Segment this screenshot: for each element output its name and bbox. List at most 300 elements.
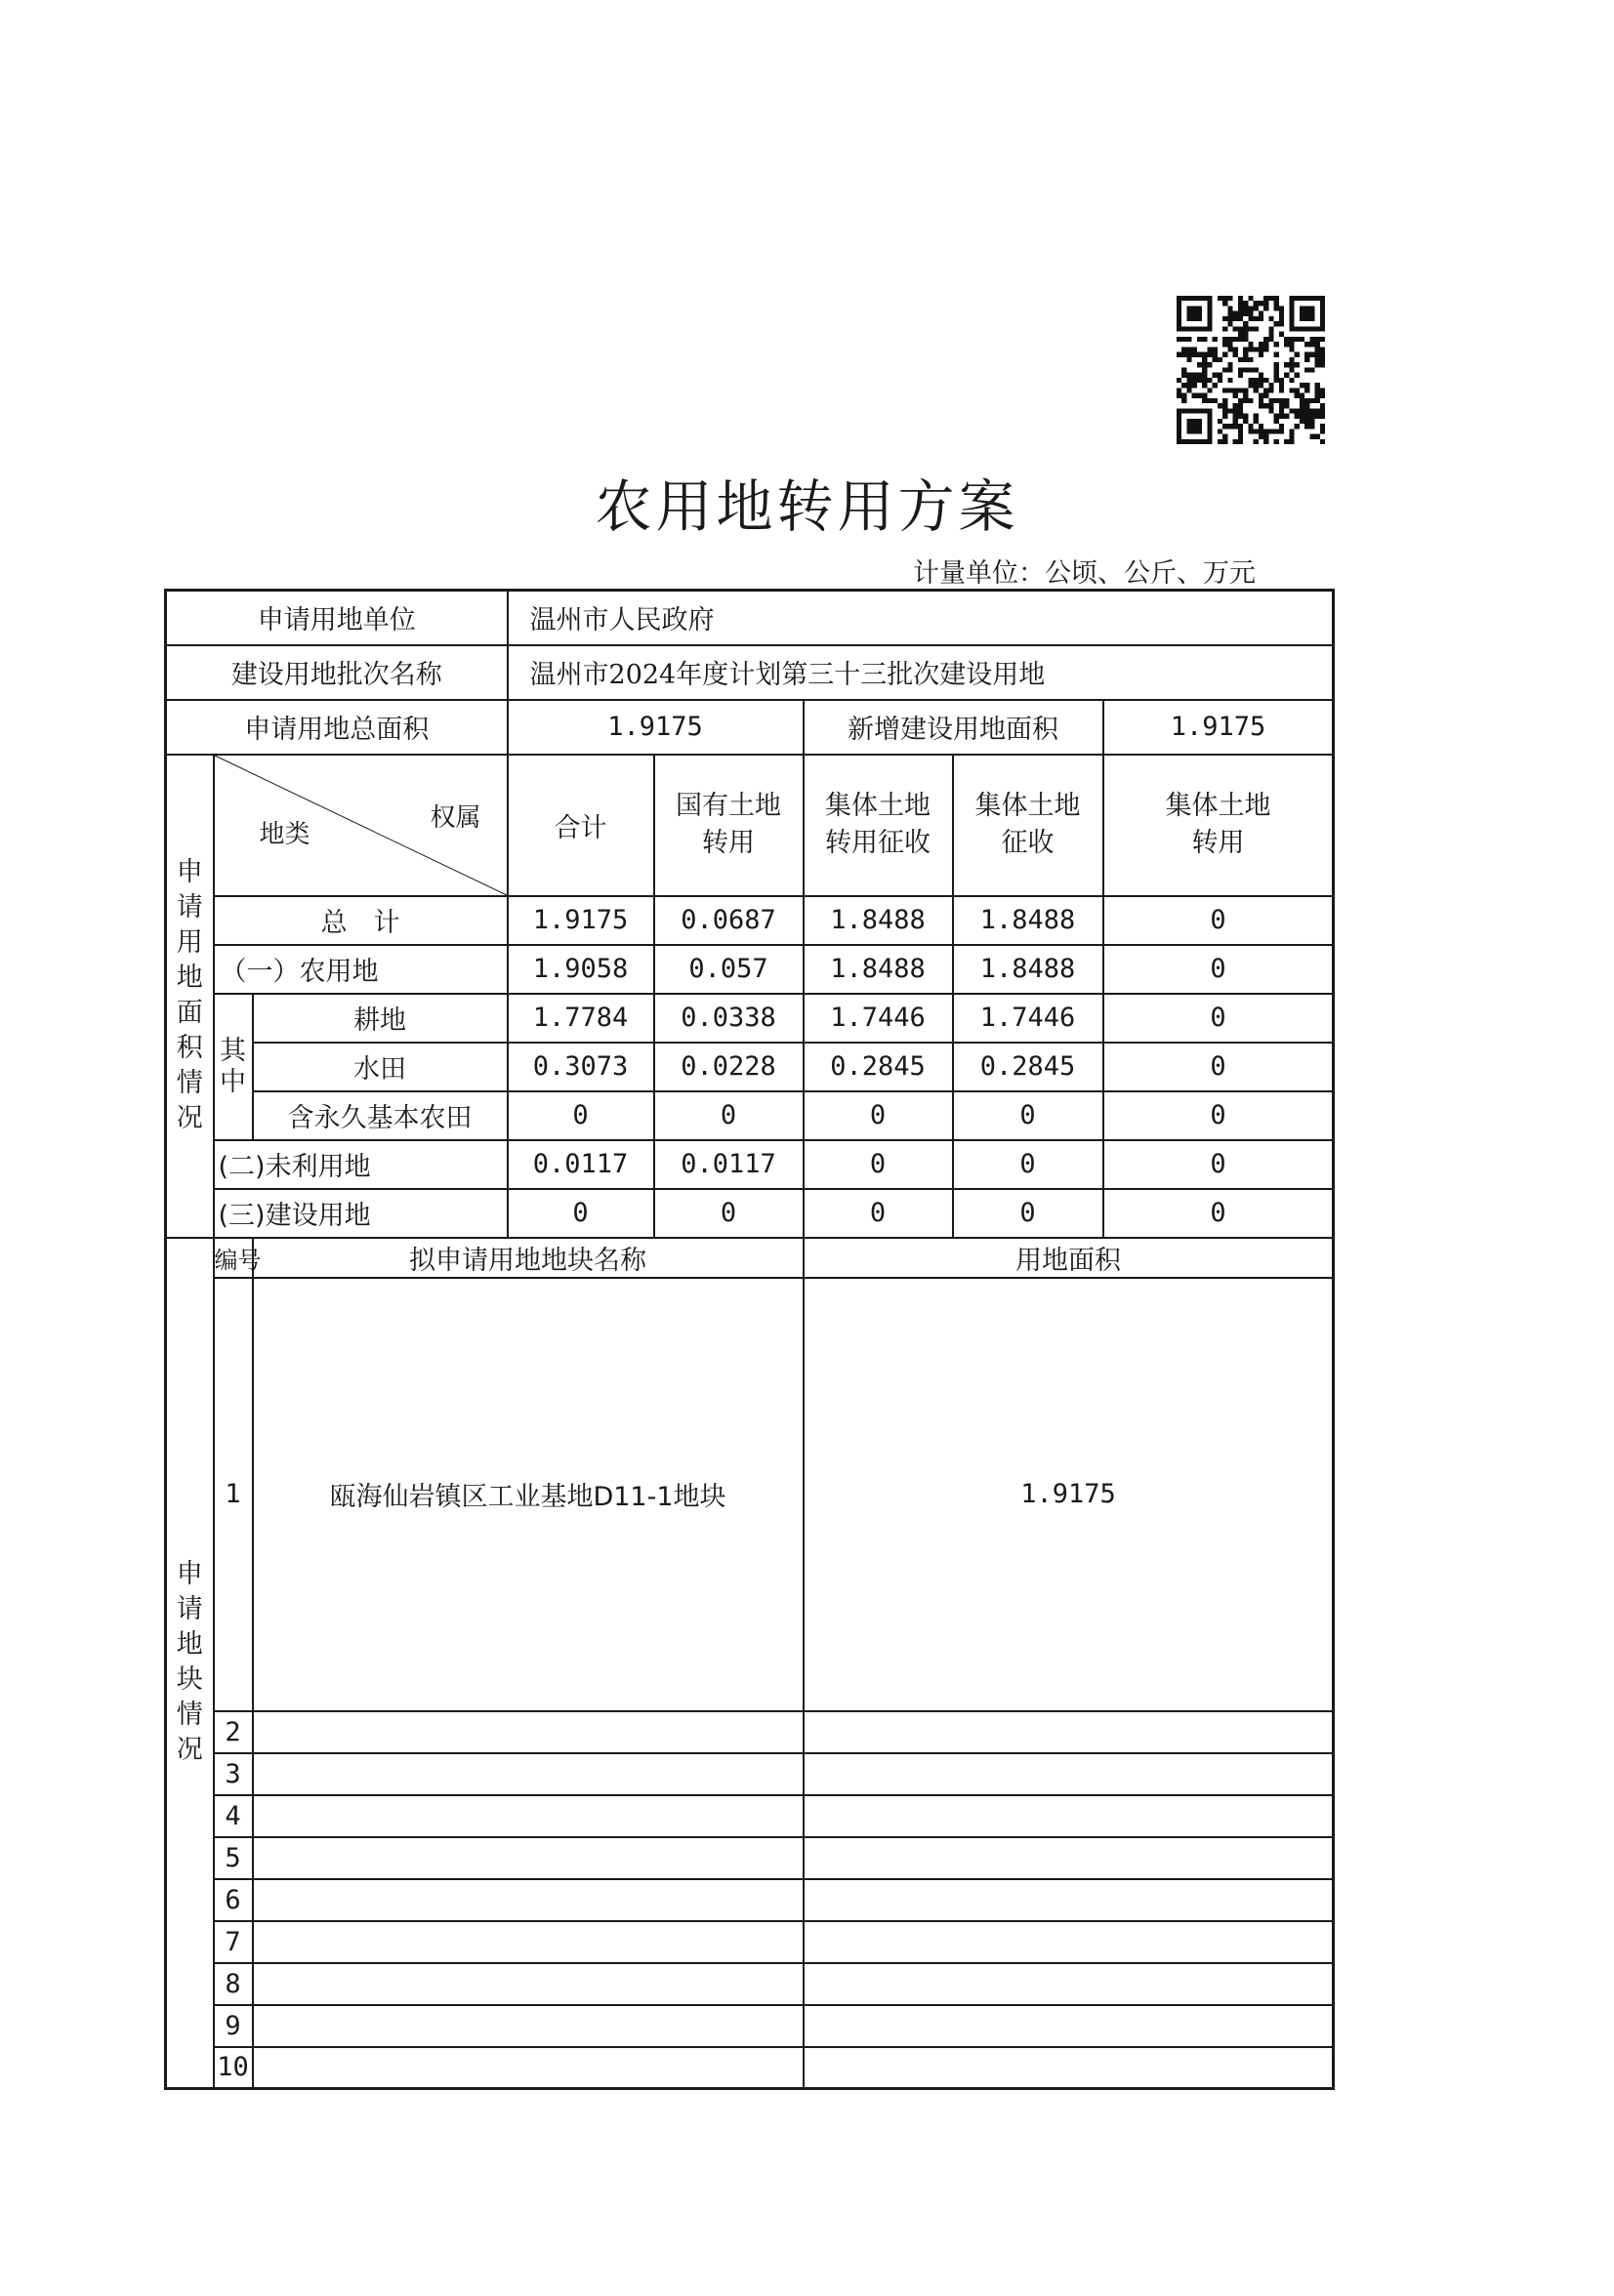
qr-module — [1248, 316, 1253, 321]
qr-module — [1320, 424, 1325, 429]
qr-module — [1222, 388, 1227, 392]
qr-module — [1181, 347, 1186, 351]
qr-module — [1197, 311, 1202, 316]
qr-module — [1295, 337, 1300, 342]
qr-module — [1300, 316, 1304, 321]
qr-module — [1218, 373, 1222, 378]
qr-module — [1268, 332, 1273, 337]
qr-module — [1315, 296, 1320, 301]
qr-module — [1309, 326, 1314, 331]
qr-module — [1263, 296, 1268, 301]
qr-module — [1309, 296, 1314, 301]
qr-module — [1197, 424, 1202, 429]
qr-module — [1213, 383, 1218, 388]
qr-module — [1320, 347, 1325, 351]
qr-module — [1254, 429, 1259, 433]
qr-module — [1202, 383, 1207, 388]
qr-module — [1243, 398, 1248, 403]
qr-module — [1202, 408, 1207, 413]
new-area-label: 新增建设用地面积 — [804, 700, 1103, 755]
diagonal-header — [214, 755, 508, 896]
qr-module — [1181, 393, 1186, 398]
qr-module — [1213, 398, 1218, 403]
qr-module — [1259, 311, 1263, 316]
qr-module — [1268, 429, 1273, 433]
qr-module — [1248, 296, 1253, 301]
qr-module — [1207, 296, 1212, 301]
qr-module — [1227, 362, 1232, 367]
qr-module — [1207, 429, 1212, 433]
qr-module — [1207, 378, 1212, 383]
qr-module — [1274, 296, 1279, 301]
qr-module — [1295, 424, 1300, 429]
qr-module — [1274, 398, 1279, 403]
qizhong-label: 其 中 — [214, 994, 253, 1140]
qr-module — [1259, 347, 1263, 351]
qr-module — [1243, 388, 1248, 392]
qr-module — [1243, 301, 1248, 306]
qr-module — [1304, 316, 1309, 321]
qr-module — [1274, 301, 1279, 306]
qr-module — [1315, 357, 1320, 362]
qr-module — [1259, 403, 1263, 408]
qr-module — [1254, 388, 1259, 392]
qr-module — [1238, 306, 1243, 310]
qr-module — [1177, 301, 1181, 306]
qr-module — [1227, 408, 1232, 413]
qr-module — [1197, 296, 1202, 301]
qr-module — [1304, 424, 1309, 429]
qr-module — [1233, 326, 1238, 331]
qr-module — [1181, 296, 1186, 301]
qr-module — [1300, 408, 1304, 413]
qr-module — [1227, 337, 1232, 342]
qr-module — [1181, 398, 1186, 403]
qr-module — [1309, 352, 1314, 357]
qr-module — [1222, 424, 1227, 429]
qr-module — [1222, 352, 1227, 357]
qr-module — [1254, 378, 1259, 383]
qr-module — [1177, 311, 1181, 316]
qr-module — [1238, 434, 1243, 439]
qr-module — [1254, 306, 1259, 310]
qr-module — [1263, 393, 1268, 398]
batch-label: 建设用地批次名称 — [166, 645, 508, 700]
qr-module — [1295, 408, 1300, 413]
qr-module — [1268, 388, 1273, 392]
qr-module — [1197, 378, 1202, 383]
qr-module — [1233, 316, 1238, 321]
qr-module — [1274, 378, 1279, 383]
qr-module — [1218, 439, 1222, 444]
qr-module — [1315, 393, 1320, 398]
table-row: 总 计 1.9175 0.0687 1.8488 1.8488 0 — [166, 896, 1334, 945]
qr-module — [1238, 373, 1243, 378]
col-header: 国有土地转用 — [654, 755, 804, 896]
qr-module — [1243, 393, 1248, 398]
qr-module — [1295, 373, 1300, 378]
qr-module — [1304, 311, 1309, 316]
qr-module — [1259, 373, 1263, 378]
qr-module — [1227, 342, 1232, 347]
qr-module — [1320, 439, 1325, 444]
qr-module — [1233, 311, 1238, 316]
qr-module — [1197, 352, 1202, 357]
qr-module — [1192, 306, 1197, 310]
qr-module — [1243, 337, 1248, 342]
qr-module — [1227, 316, 1232, 321]
qr-module — [1202, 393, 1207, 398]
qr-module — [1222, 342, 1227, 347]
qr-module — [1243, 357, 1248, 362]
qr-module — [1186, 347, 1191, 351]
qr-module — [1222, 398, 1227, 403]
qr-code-icon — [1177, 296, 1325, 444]
qr-module — [1202, 367, 1207, 372]
area-section-side-label: 申 请 用 地 面 积 情 况 — [166, 755, 214, 1238]
qr-module — [1274, 352, 1279, 357]
qr-module — [1320, 306, 1325, 310]
qr-module — [1315, 352, 1320, 357]
qr-module — [1177, 424, 1181, 429]
qr-module — [1279, 429, 1284, 433]
qr-module — [1259, 424, 1263, 429]
qr-module — [1263, 434, 1268, 439]
qr-module — [1243, 332, 1248, 337]
qr-module — [1320, 429, 1325, 433]
qr-module — [1186, 352, 1191, 357]
table-row: 5 — [166, 1837, 1334, 1879]
table-row: (三)建设用地 0 0 0 0 0 — [166, 1189, 1334, 1238]
qr-module — [1243, 306, 1248, 310]
qr-module — [1192, 408, 1197, 413]
qr-module — [1263, 347, 1268, 351]
qr-module — [1284, 342, 1289, 347]
qr-module — [1177, 326, 1181, 331]
qr-module — [1222, 301, 1227, 306]
qr-module — [1177, 414, 1181, 419]
qr-module — [1233, 352, 1238, 357]
qr-module — [1309, 434, 1314, 439]
qr-module — [1177, 296, 1181, 301]
qr-module — [1197, 393, 1202, 398]
qr-module — [1238, 316, 1243, 321]
qr-module — [1300, 414, 1304, 419]
qr-module — [1197, 337, 1202, 342]
qr-module — [1315, 347, 1320, 351]
table-row: 8 — [166, 1963, 1334, 2005]
qr-module — [1192, 439, 1197, 444]
qr-module — [1259, 301, 1263, 306]
qr-module — [1315, 362, 1320, 367]
qr-module — [1320, 321, 1325, 326]
qr-module — [1218, 419, 1222, 424]
qr-module — [1304, 357, 1309, 362]
col-header: 集体土地转用 — [1103, 755, 1334, 896]
qr-module — [1186, 408, 1191, 413]
qr-module — [1177, 352, 1181, 357]
qr-module — [1295, 414, 1300, 419]
qr-module — [1202, 398, 1207, 403]
qr-module — [1279, 408, 1284, 413]
qr-module — [1289, 311, 1294, 316]
qr-module — [1202, 337, 1207, 342]
qr-module — [1320, 296, 1325, 301]
qr-module — [1254, 414, 1259, 419]
qr-module — [1274, 367, 1279, 372]
qr-module — [1259, 429, 1263, 433]
qr-module — [1218, 296, 1222, 301]
qr-module — [1202, 362, 1207, 367]
qr-module — [1320, 301, 1325, 306]
qr-module — [1243, 419, 1248, 424]
qr-module — [1304, 342, 1309, 347]
qr-module — [1268, 403, 1273, 408]
parcel-header: 编号 — [214, 1238, 253, 1278]
qr-module — [1304, 388, 1309, 392]
qr-module — [1238, 429, 1243, 433]
qr-module — [1202, 357, 1207, 362]
qr-module — [1207, 439, 1212, 444]
qr-module — [1238, 367, 1243, 372]
qr-module — [1222, 316, 1227, 321]
qr-module — [1304, 414, 1309, 419]
qr-module — [1202, 352, 1207, 357]
qr-module — [1259, 398, 1263, 403]
qr-module — [1207, 311, 1212, 316]
qr-module — [1227, 424, 1232, 429]
table-row: 10 — [166, 2047, 1334, 2089]
qr-module — [1304, 398, 1309, 403]
qr-module — [1263, 337, 1268, 342]
col-header: 合计 — [508, 755, 654, 896]
qr-module — [1248, 311, 1253, 316]
qr-module — [1289, 434, 1294, 439]
qr-module — [1238, 398, 1243, 403]
qr-module — [1248, 398, 1253, 403]
qr-module — [1243, 414, 1248, 419]
qr-module — [1289, 301, 1294, 306]
qr-module — [1254, 383, 1259, 388]
qr-module — [1207, 434, 1212, 439]
qr-module — [1254, 367, 1259, 372]
qr-module — [1304, 419, 1309, 424]
qr-module — [1227, 378, 1232, 383]
table-row: 6 — [166, 1879, 1334, 1921]
qr-module — [1207, 414, 1212, 419]
qr-module — [1263, 378, 1268, 383]
qr-module — [1248, 357, 1253, 362]
qr-module — [1233, 439, 1238, 444]
qr-module — [1274, 429, 1279, 433]
qr-module — [1218, 429, 1222, 433]
qr-module — [1320, 408, 1325, 413]
qr-module — [1192, 296, 1197, 301]
qr-module — [1304, 326, 1309, 331]
qr-module — [1197, 429, 1202, 433]
qr-module — [1248, 326, 1253, 331]
qr-module — [1186, 419, 1191, 424]
qr-module — [1315, 408, 1320, 413]
table-row: 9 — [166, 2005, 1334, 2047]
qr-module — [1197, 439, 1202, 444]
qr-module — [1279, 424, 1284, 429]
qr-module — [1238, 311, 1243, 316]
qr-module — [1268, 383, 1273, 388]
qr-module — [1320, 311, 1325, 316]
qr-module — [1177, 388, 1181, 392]
qr-module — [1320, 414, 1325, 419]
qr-module — [1254, 419, 1259, 424]
qr-module — [1300, 393, 1304, 398]
qr-module — [1289, 316, 1294, 321]
qr-module — [1279, 316, 1284, 321]
table-row: 3 — [166, 1753, 1334, 1795]
qr-module — [1300, 383, 1304, 388]
qr-module — [1309, 424, 1314, 429]
qr-module — [1248, 378, 1253, 383]
qr-module — [1300, 337, 1304, 342]
qr-module — [1233, 337, 1238, 342]
qr-module — [1300, 403, 1304, 408]
qr-module — [1263, 439, 1268, 444]
qr-module — [1284, 362, 1289, 367]
qr-module — [1279, 321, 1284, 326]
qr-module — [1213, 373, 1218, 378]
qr-module — [1279, 378, 1284, 383]
diag-left-label: 地类 — [259, 819, 310, 849]
new-area-value: 1.9175 — [1103, 700, 1334, 755]
applicant-label: 申请用地单位 — [166, 591, 508, 645]
qr-module — [1233, 403, 1238, 408]
qr-module — [1186, 337, 1191, 342]
qr-module — [1284, 398, 1289, 403]
col-header: 集体土地转用征收 — [804, 755, 953, 896]
qr-module — [1192, 311, 1197, 316]
qr-module — [1289, 367, 1294, 372]
qr-module — [1181, 326, 1186, 331]
qr-module — [1279, 414, 1284, 419]
qr-module — [1304, 383, 1309, 388]
qr-module — [1207, 362, 1212, 367]
qr-module — [1233, 408, 1238, 413]
qr-module — [1268, 408, 1273, 413]
qr-module — [1233, 414, 1238, 419]
parcel-section-side-label: 申 请 地 块 情 况 — [166, 1238, 214, 2089]
qr-module — [1263, 388, 1268, 392]
qr-module — [1289, 439, 1294, 444]
qr-module — [1207, 316, 1212, 321]
qr-module — [1222, 414, 1227, 419]
qr-module — [1233, 393, 1238, 398]
qr-module — [1177, 419, 1181, 424]
qr-module — [1181, 337, 1186, 342]
table-row: (二)未利用地 0.0117 0.0117 0 0 0 — [166, 1140, 1334, 1189]
qr-module — [1192, 326, 1197, 331]
qr-module — [1289, 321, 1294, 326]
qr-module — [1309, 311, 1314, 316]
qr-module — [1300, 306, 1304, 310]
qr-module — [1304, 306, 1309, 310]
qr-module — [1268, 398, 1273, 403]
col-header: 集体土地征收 — [953, 755, 1103, 896]
qr-module — [1181, 352, 1186, 357]
qr-module — [1177, 378, 1181, 383]
qr-module — [1259, 316, 1263, 321]
qr-module — [1315, 414, 1320, 419]
qr-module — [1295, 362, 1300, 367]
qr-module — [1202, 378, 1207, 383]
qr-module — [1248, 429, 1253, 433]
qr-module — [1309, 419, 1314, 424]
qr-module — [1274, 373, 1279, 378]
qr-module — [1227, 321, 1232, 326]
applicant-value: 温州市人民政府 — [508, 591, 1334, 645]
qr-module — [1263, 429, 1268, 433]
qr-module — [1274, 439, 1279, 444]
qr-module — [1238, 439, 1243, 444]
qr-module — [1254, 326, 1259, 331]
qr-module — [1263, 301, 1268, 306]
qr-module — [1243, 347, 1248, 351]
qr-module — [1207, 408, 1212, 413]
qr-module — [1274, 306, 1279, 310]
qr-module — [1279, 306, 1284, 310]
qr-module — [1254, 316, 1259, 321]
qr-module — [1300, 311, 1304, 316]
page-title: 农用地转用方案 — [595, 473, 1019, 540]
qr-module — [1315, 383, 1320, 388]
table-row: 7 — [166, 1921, 1334, 1963]
qr-module — [1213, 352, 1218, 357]
qr-module — [1177, 393, 1181, 398]
unit-label: 计量单位：公顷、公斤、万元 — [913, 558, 1256, 589]
table-row: 1 瓯海仙岩镇区工业基地D11-1地块 1.9175 — [166, 1278, 1334, 1711]
qr-module — [1207, 326, 1212, 331]
qr-module — [1289, 429, 1294, 433]
qr-module — [1309, 306, 1314, 310]
qr-module — [1222, 296, 1227, 301]
table-row: 其 中 耕地 1.7784 0.0338 1.7446 1.7446 0 — [166, 994, 1334, 1043]
qr-module — [1213, 357, 1218, 362]
qr-module — [1238, 414, 1243, 419]
qr-module — [1320, 352, 1325, 357]
qr-module — [1284, 403, 1289, 408]
qr-module — [1222, 403, 1227, 408]
qr-module — [1197, 326, 1202, 331]
qr-module — [1238, 357, 1243, 362]
qr-module — [1289, 408, 1294, 413]
qr-module — [1254, 301, 1259, 306]
qr-module — [1207, 419, 1212, 424]
qr-module — [1227, 296, 1232, 301]
qr-module — [1222, 434, 1227, 439]
qr-module — [1259, 352, 1263, 357]
qr-module — [1300, 296, 1304, 301]
qr-module — [1309, 367, 1314, 372]
qr-module — [1268, 316, 1273, 321]
qr-module — [1181, 408, 1186, 413]
qr-module — [1279, 403, 1284, 408]
qr-module — [1279, 388, 1284, 392]
qr-module — [1207, 398, 1212, 403]
qr-module — [1243, 367, 1248, 372]
parcel-header: 用地面积 — [804, 1238, 1334, 1278]
qr-module — [1186, 326, 1191, 331]
qr-module — [1248, 306, 1253, 310]
qr-module — [1202, 439, 1207, 444]
qr-module — [1197, 373, 1202, 378]
